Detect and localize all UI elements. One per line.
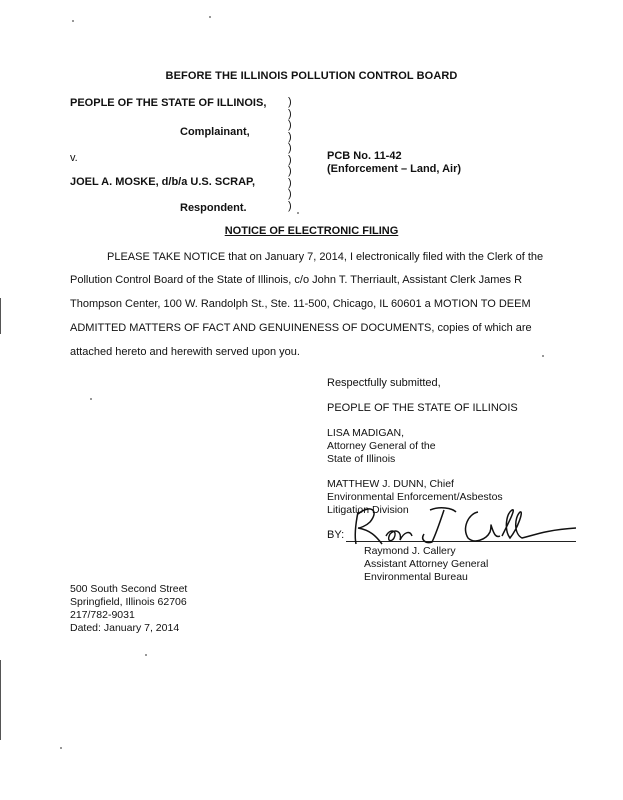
caption-paren: ) [288,130,292,143]
caption-paren: ) [288,107,292,120]
plaintiff-name: PEOPLE OF THE STATE OF ILLINOIS, [70,97,267,109]
address-date: Dated: January 7, 2014 [70,622,180,634]
party-name: PEOPLE OF THE STATE OF ILLINOIS [327,402,518,414]
scan-speck [297,212,299,214]
caption-paren: ) [288,188,292,200]
scan-speck [60,747,62,749]
closing: Respectfully submitted, [327,377,441,389]
notice-title: NOTICE OF ELECTRONIC FILING [224,225,399,237]
handwritten-signature [340,500,580,550]
scan-speck [145,654,147,656]
body-line: Pollution Control Board of the State of Illinois, c/o John T. Therriault, Assistant Clerk James R [70,274,523,286]
signer-name: Raymond J. Callery [364,545,456,557]
case-number: PCB No. 11-42 [327,150,402,162]
signer-title: Assistant Attorney General [364,558,489,570]
scan-speck [90,398,92,400]
address-city: Springfield, Illinois 62706 [70,596,187,608]
caption-paren: ) [288,153,292,166]
ag-title: Attorney General of the [327,440,436,452]
chief-title: Environmental Enforcement/Asbestos [327,491,503,503]
versus-label: v. [70,152,78,164]
caption-paren: ) [288,119,292,131]
complainant-label: Complainant, [180,126,250,138]
body-line: PLEASE TAKE NOTICE that on January 7, 2014, I electronically filed with the Clerk of the [107,251,544,263]
ag-name: LISA MADIGAN, [327,427,405,439]
body-line: ADMITTED MATTERS OF FACT AND GENUINENESS OF DOCUMENTS, copies of which are [70,322,532,334]
scan-edge-mark [0,660,1,740]
caption-paren: ) [288,142,292,154]
address-phone: 217/782-9031 [70,609,135,621]
caption-paren: ) [288,96,292,108]
address-street: 500 South Second Street [70,583,188,595]
scan-speck [209,16,211,18]
body-line: Thompson Center, 100 W. Randolph St., Ste. 11-500, Chicago, IL 60601 a MOTION TO DEEM [70,298,531,310]
caption-paren-column [288,97,292,212]
scan-speck [72,20,74,22]
by-label: BY: [327,529,345,541]
case-type: (Enforcement – Land, Air) [327,163,462,175]
caption-paren: ) [288,176,292,189]
body-line: attached hereto and herewith served upon you. [70,346,300,358]
respondent-name: JOEL A. MOSKE, d/b/a U.S. SCRAP, [70,176,256,188]
scan-edge-mark [0,298,1,334]
ag-title: State of Illinois [327,453,396,465]
chief-title: Litigation Division [327,504,409,516]
caption-paren: ) [288,199,292,212]
chief-name: MATTHEW J. DUNN, Chief [327,478,454,490]
caption-paren: ) [288,165,292,177]
respondent-label: Respondent. [180,202,247,214]
signer-title: Environmental Bureau [364,571,468,583]
scan-speck [542,355,544,357]
document-heading: BEFORE THE ILLINOIS POLLUTION CONTROL BOARD [165,70,458,82]
